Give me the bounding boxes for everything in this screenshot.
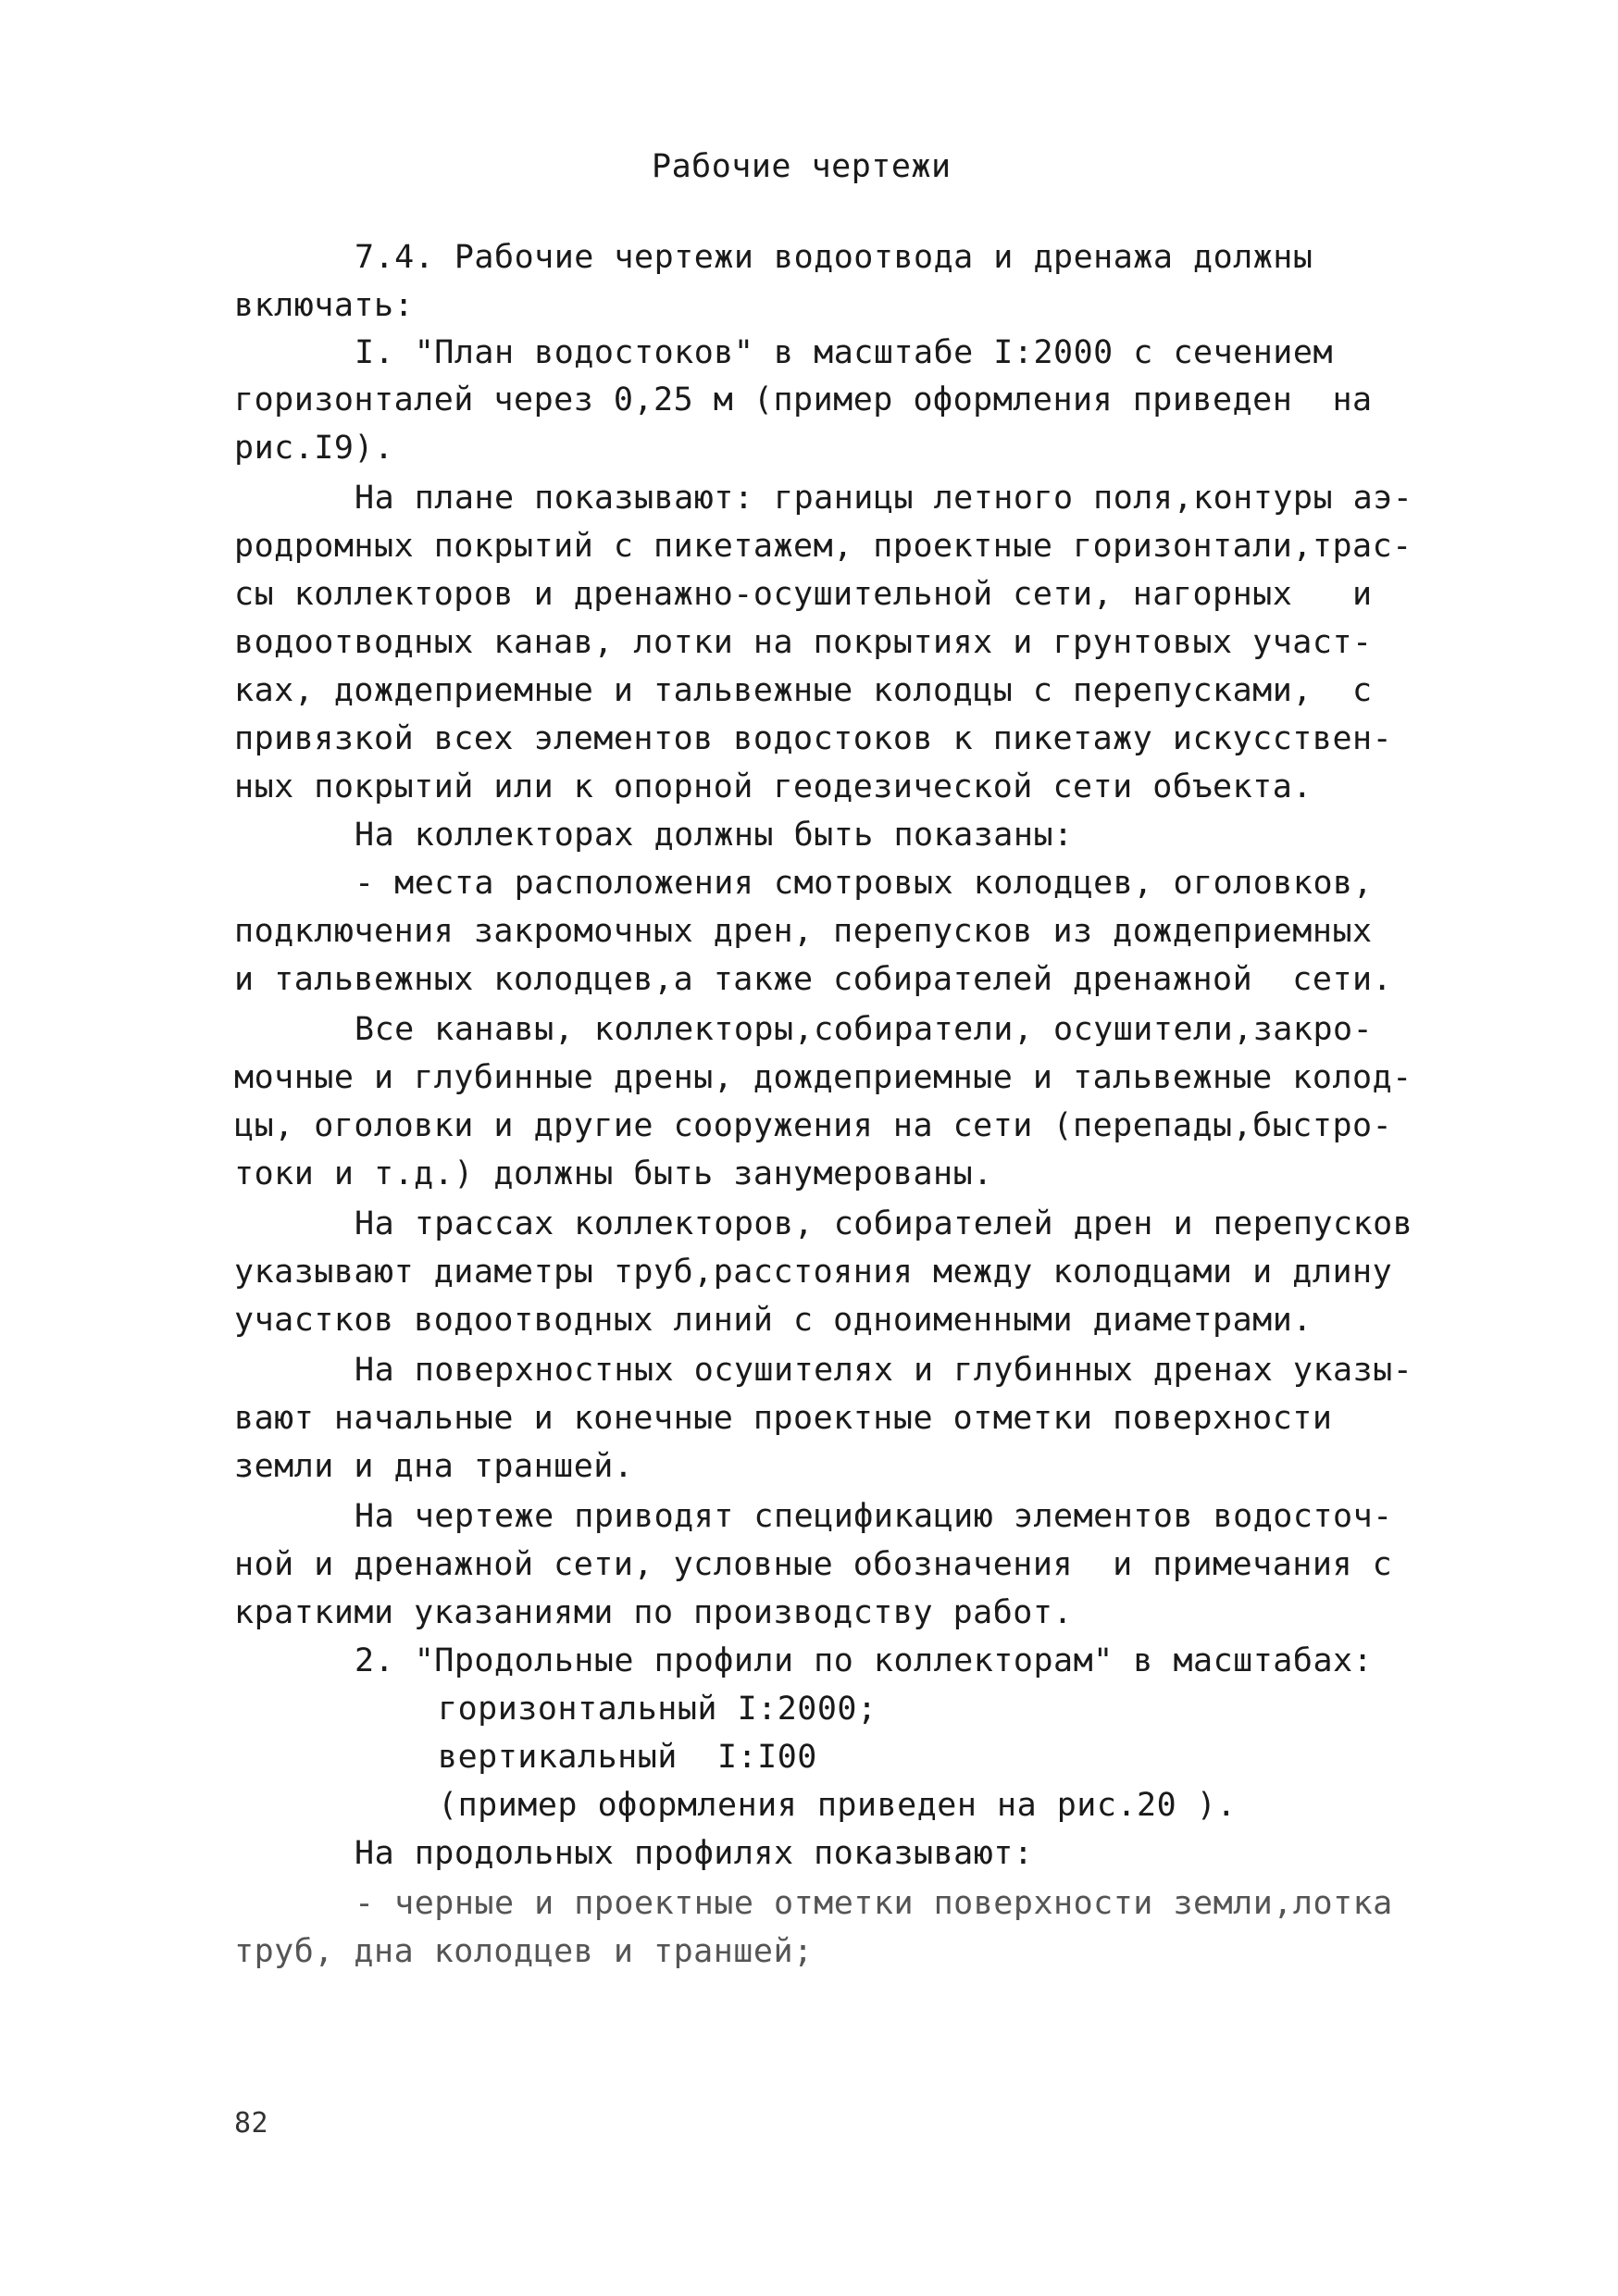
page-number: 82 xyxy=(234,2107,269,2140)
text-line: вают начальные и конечные проектные отметки поверхности xyxy=(234,1400,1333,1437)
text-line: родромных покрытий с пикетажем, проектные горизонтали,трас- xyxy=(234,528,1413,565)
text-line: ных покрытий или к опорной геодезической сети объекта. xyxy=(234,768,1313,805)
text-line: - черные и проектные отметки поверхности земли,лотка xyxy=(355,1885,1393,1922)
text-line: ной и дренажной сети, условные обозначения и примечания с xyxy=(234,1546,1393,1583)
text-line: На коллекторах должны быть показаны: xyxy=(355,817,1074,854)
text-line: включать: xyxy=(234,287,415,324)
page-title: Рабочие чертежи xyxy=(652,148,952,185)
text-line: На трассах коллекторов, собирателей дрен и перепусков xyxy=(355,1205,1413,1242)
text-line: цы, оголовки и другие сооружения на сети (перепады,быстро- xyxy=(234,1107,1393,1144)
text-line: участков водоотводных линий с одноименными диаметрами. xyxy=(234,1302,1313,1339)
text-line: сы коллекторов и дренажно-осушительной сети, нагорных и xyxy=(234,576,1373,613)
text-line: земли и дна траншей. xyxy=(234,1448,634,1485)
text-line: и тальвежных колодцев,а также собирателей дренажной сети. xyxy=(234,961,1393,998)
text-line: На продольных профилях показывают: xyxy=(355,1835,1034,1872)
text-line: горизонтальный I:2000; xyxy=(438,1691,877,1728)
text-line: 2. "Продольные профили по коллекторам" в масштабах: xyxy=(355,1642,1374,1679)
text-line: вертикальный I:I00 xyxy=(438,1739,817,1776)
text-line: токи и т.д.) должны быть занумерованы. xyxy=(234,1155,993,1192)
text-line: рис.I9). xyxy=(234,430,394,467)
text-line: мочные и глубинные дрены, дождеприемные и тальвежные колод- xyxy=(234,1059,1413,1096)
text-line: На чертеже приводят спецификацию элементов водосточ- xyxy=(355,1498,1393,1535)
text-line: ках, дождеприемные и тальвежные колодцы с перепусками, с xyxy=(234,672,1373,709)
text-line: водоотводных канав, лотки на покрытиях и грунтовых участ- xyxy=(234,624,1373,661)
text-line: горизонталей через 0,25 м (пример оформления приведен на xyxy=(234,381,1373,418)
text-line: (пример оформления приведен на рис.20 ). xyxy=(438,1787,1237,1824)
text-line: подключения закромочных дрен, перепусков из дождеприемных xyxy=(234,913,1373,950)
text-line: краткими указаниями по производству работ. xyxy=(234,1594,1074,1631)
text-line: На поверхностных осушителях и глубинных дренах указы- xyxy=(355,1352,1413,1389)
text-line: I. "План водостоков" в масштабе I:2000 с сечением xyxy=(355,334,1334,371)
text-line: Все канавы, коллекторы,собиратели, осушители,закро- xyxy=(355,1011,1374,1048)
text-line: указывают диаметры труб,расстояния между колодцами и длину xyxy=(234,1254,1393,1291)
text-line: На плане показывают: границы летного поля,контуры аэ- xyxy=(355,480,1413,517)
text-line: труб, дна колодцев и траншей; xyxy=(234,1933,814,1970)
text-line: привязкой всех элементов водостоков к пикетажу искусствен- xyxy=(234,720,1393,757)
text-line: 7.4. Рабочие чертежи водоотвода и дренажа должны xyxy=(355,239,1313,276)
text-line: - места расположения смотровых колодцев, оголовков, xyxy=(355,865,1374,902)
